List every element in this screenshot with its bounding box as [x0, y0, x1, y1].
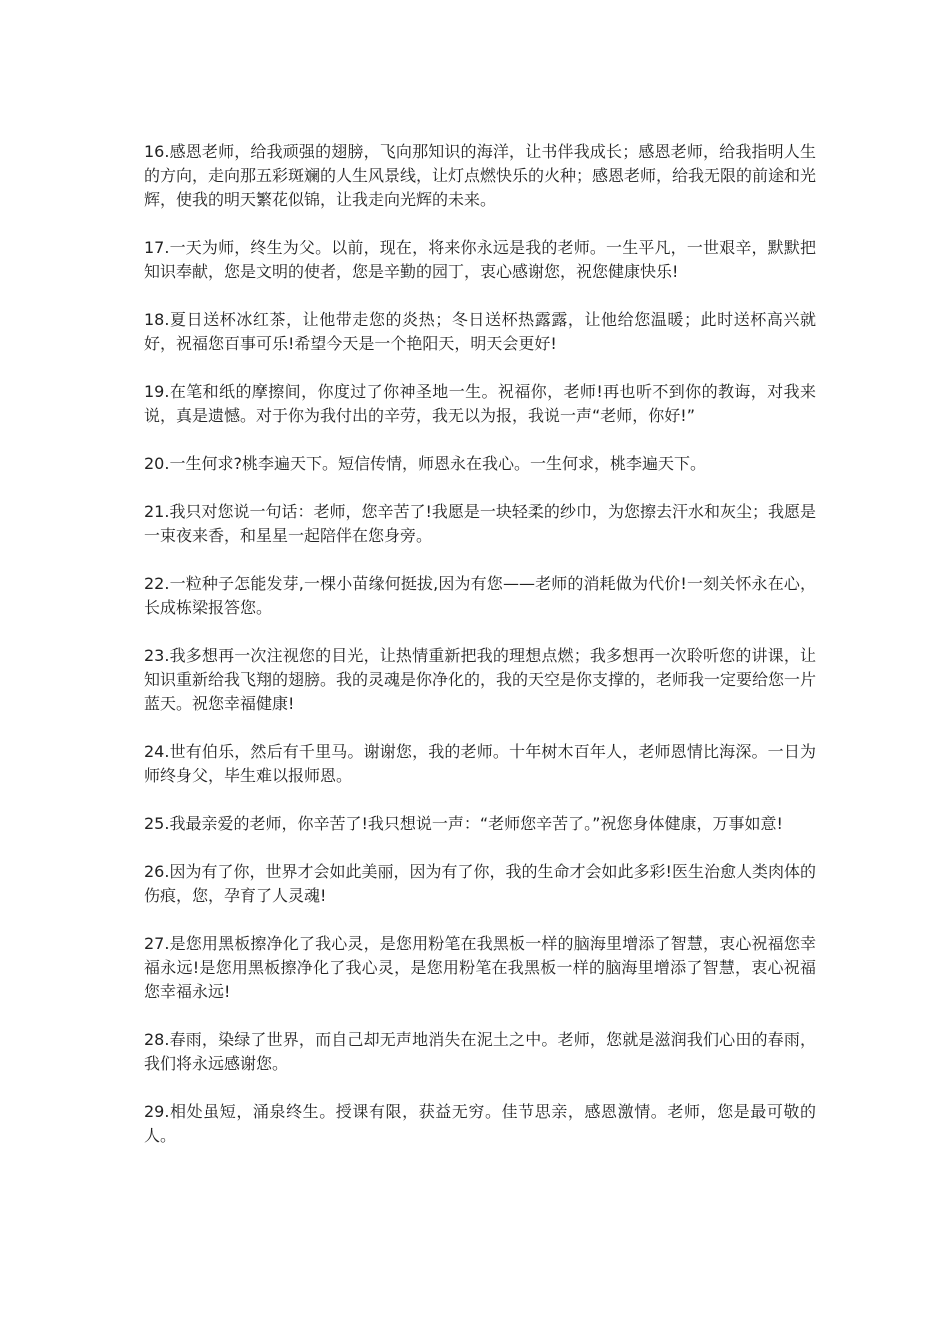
paragraph-22: 22.一粒种子怎能发芽,一棵小苗缘何挺拔,因为有您——老师的消耗做为代价!一刻关怀永在心，长成栋梁报答您。 — [144, 574, 816, 617]
paragraph-24: 24.世有伯乐，然后有千里马。谢谢您，我的老师。十年树木百年人，老师恩情比海深。一日为师终身父，毕生难以报师恩。 — [144, 742, 816, 785]
paragraph-27: 27.是您用黑板擦净化了我心灵，是您用粉笔在我黑板一样的脑海里增添了智慧，衷心祝福您幸福永远!是您用黑板擦净化了我心灵，是您用粉笔在我黑板一样的脑海里增添了智慧，衷心祝福您幸福永远! — [144, 934, 816, 1001]
document-page — [144, 140, 816, 1172]
paragraph-21: 21.我只对您说一句话：老师，您辛苦了!我愿是一块轻柔的纱巾，为您擦去汗水和灰尘；我愿是一束夜来香，和星星一起陪伴在您身旁。 — [144, 502, 816, 545]
paragraph-16: 16.感恩老师，给我顽强的翅膀，飞向那知识的海洋，让书伴我成长；感恩老师，给我指明人生的方向，走向那五彩斑斓的人生风景线，让灯点燃快乐的火种；感恩老师，给我无限的前途和光辉，使我的明天繁花似锦，让我走向光辉的未来。 — [144, 142, 817, 209]
paragraph-19: 19.在笔和纸的摩擦间，你度过了你神圣地一生。祝福你，老师!再也听不到你的教诲，对我来说，真是遗憾。对于你为我付出的辛劳，我无以为报，我说一声“老师，你好!” — [144, 382, 816, 425]
paragraph-23: 23.我多想再一次注视您的目光，让热情重新把我的理想点燃；我多想再一次聆听您的讲课，让知识重新给我飞翔的翅膀。我的灵魂是你净化的，我的天空是你支撑的，老师我一定要给您一片蓝天。祝您幸福健康! — [144, 646, 817, 713]
paragraph-29: 29.相处虽短，涌泉终生。授课有限，获益无穷。佳节思亲，感恩激情。老师，您是最可敬的人。 — [144, 1102, 816, 1145]
paragraph-26: 26.因为有了你，世界才会如此美丽，因为有了你，我的生命才会如此多彩!医生治愈人类肉体的伤痕，您，孕育了人灵魂! — [144, 862, 816, 905]
paragraph-17: 17.一天为师，终生为父。以前，现在，将来你永远是我的老师。一生平凡，一世艰辛，默默把知识奉献，您是文明的使者，您是辛勤的园丁，衷心感谢您，祝您健康快乐! — [144, 238, 816, 281]
paragraph-18: 18.夏日送杯冰红茶，让他带走您的炎热；冬日送杯热露露，让他给您温暖；此时送杯高兴就好，祝福您百事可乐!希望今天是一个艳阳天，明天会更好! — [144, 310, 816, 353]
paragraph-25: 25.我最亲爱的老师，你辛苦了!我只想说一声：“老师您辛苦了。”祝您身体健康，万事如意! — [144, 814, 783, 833]
paragraph-20: 20.一生何求?桃李遍天下。短信传情，师恩永在我心。一生何求，桃李遍天下。 — [144, 454, 706, 473]
paragraph-28: 28.春雨，染绿了世界，而自己却无声地消失在泥土之中。老师，您就是滋润我们心田的春雨，我们将永远感谢您。 — [144, 1030, 816, 1073]
